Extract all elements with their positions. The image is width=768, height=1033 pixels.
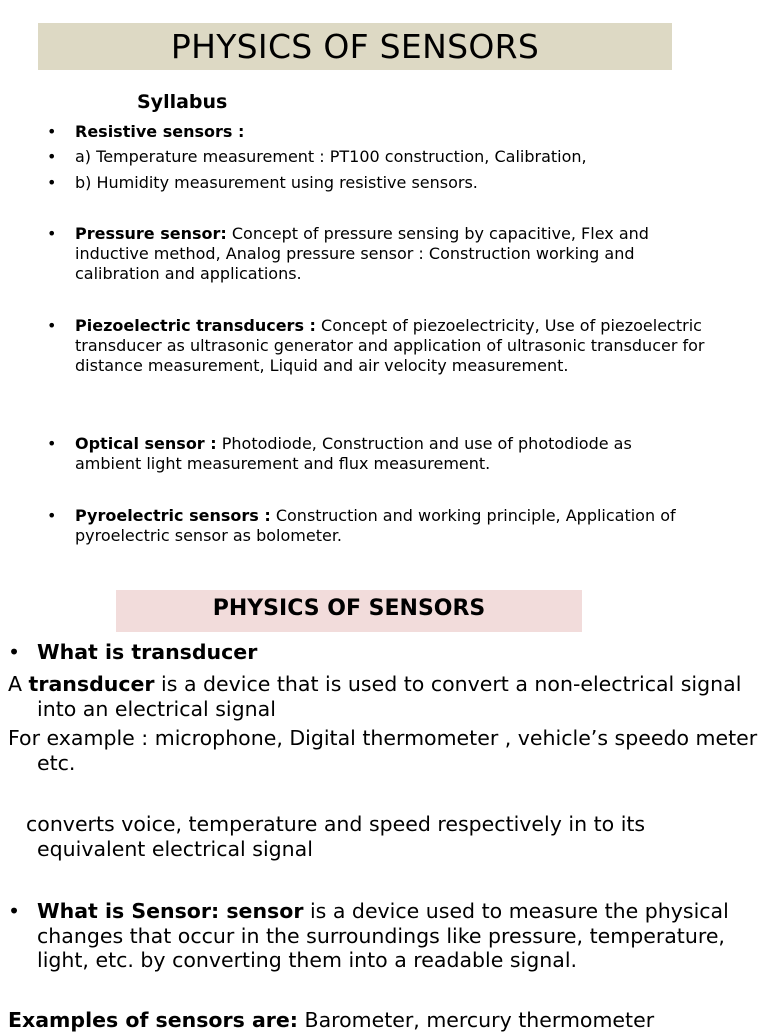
bullet: • — [47, 316, 57, 335]
bullet: • — [8, 899, 21, 923]
definition-text: is a device that is used to convert a non-electrical signal into an electrical signal — [37, 672, 742, 721]
item-heading: Resistive sensors : — [75, 122, 245, 141]
examples-heading: Examples of sensors are: — [8, 1008, 298, 1032]
item-text: Concept of pressure sensing by capacitive, Flex and inductive method, Analog pressure sensor : Construction working and calibration and applications. — [75, 224, 649, 283]
bullet: • — [8, 640, 21, 664]
item-text: Concept of piezoelectricity, Use of piezoelectric transducer as ultrasonic generator and application of ultrasonic transducer for distance measurement, Liquid and air velocity measurement. — [75, 316, 705, 375]
item-heading: Optical sensor : — [75, 434, 217, 453]
item-text: Construction and working principle, Application of pyroelectric sensor as bolometer. — [75, 506, 676, 545]
item-text: Photodiode, Construction and use of photodiode as ambient light measurement and flux measurement. — [75, 434, 632, 473]
item-heading: Piezoelectric transducers : — [75, 316, 316, 335]
transducer-note — [26, 812, 677, 861]
section-heading-banner — [116, 590, 582, 632]
definition-text: is a device used to measure the physical changes that occur in the surroundings like pressure, temperature, light, etc. by converting them into a readable signal. — [37, 899, 729, 972]
examples-text: Barometer, mercury thermometer — [297, 1008, 655, 1032]
syllabus-heading: Syllabus — [137, 91, 228, 113]
bullet: • — [47, 434, 57, 453]
question-heading: What is Sensor: sensor — [37, 899, 304, 923]
definition-prefix: A — [8, 672, 29, 696]
bullet: • — [47, 173, 57, 192]
item-heading: Pressure sensor: — [75, 224, 227, 243]
bullet: • — [47, 224, 57, 243]
bullet: • — [47, 506, 57, 525]
item-text: a) Temperature measurement : PT100 construction, Calibration, — [75, 147, 587, 166]
sensor-examples — [8, 1008, 748, 1033]
item-text: b) Humidity measurement using resistive sensors. — [75, 173, 478, 192]
term-transducer: transducer — [28, 672, 155, 696]
example-text: For example : microphone, Digital thermometer , vehicle’s speedo meter etc. — [8, 726, 758, 775]
bullet: • — [47, 147, 57, 166]
transducer-definition — [8, 672, 757, 721]
question-heading: What is transducer — [37, 640, 258, 664]
section-heading: PHYSICS OF SENSORS — [212, 596, 486, 621]
note-text: converts voice, temperature and speed respectively in to its equivalent electrical signal — [26, 812, 646, 861]
transducer-example — [8, 726, 768, 775]
bullet: • — [47, 122, 57, 141]
page-title: PHYSICS OF SENSORS — [170, 27, 540, 66]
item-heading: Pyroelectric sensors : — [75, 506, 271, 525]
title-banner — [38, 23, 672, 70]
